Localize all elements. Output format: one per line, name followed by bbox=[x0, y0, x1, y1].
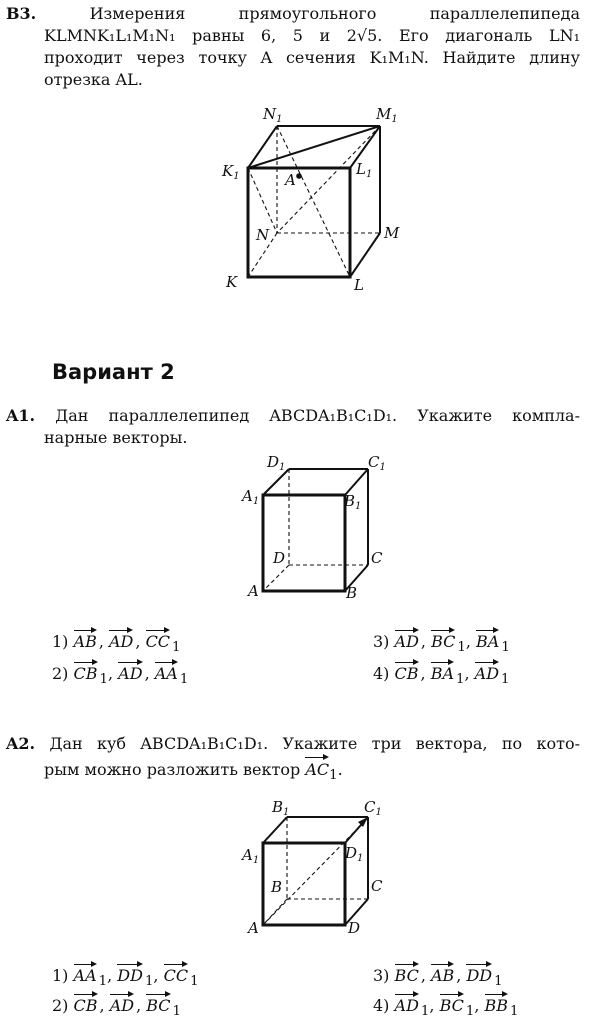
vector: AD bbox=[110, 992, 134, 1015]
a2-option-3[interactable]: 3) BC , AB , DD $_1$ bbox=[373, 962, 503, 989]
variant-heading: Вариант 2 bbox=[52, 360, 175, 384]
a1-label-b: B bbox=[346, 584, 358, 602]
vector: DD bbox=[466, 962, 492, 985]
a2-label-b1: $B_1$ bbox=[272, 798, 290, 818]
a1-number: A1. bbox=[6, 406, 36, 425]
b3-line-1: B3. Измерения прямоугольного параллелепипеда bbox=[6, 4, 580, 23]
a1-option-2[interactable]: 2) CB $_1$, AD , AA $_1$ bbox=[52, 660, 188, 687]
a2-label-b: B bbox=[271, 878, 283, 896]
b3-label-a: A bbox=[285, 171, 296, 189]
vector: DD bbox=[117, 962, 143, 985]
b3-label-m1: $M_1$ bbox=[376, 105, 398, 125]
a1-label-b1: $B_1$ bbox=[344, 492, 362, 512]
vector: AD bbox=[395, 628, 419, 651]
b3-label-m: M bbox=[384, 224, 400, 242]
a2-label-a: A bbox=[248, 919, 259, 937]
vector: AB bbox=[431, 962, 454, 985]
vector: AD bbox=[475, 660, 499, 683]
vector: BC bbox=[395, 962, 419, 985]
b3-line-3: проходит через точку A сечения K₁M₁N. Найдите длину bbox=[44, 48, 580, 67]
vector: AC bbox=[305, 755, 329, 781]
vector: AD bbox=[109, 628, 133, 651]
a2-line-2: рым можно разложить вектор $AC_1$. bbox=[6, 755, 580, 787]
vector: CC bbox=[164, 962, 188, 985]
a1-option-1[interactable]: 1) AB , AD , CC $_1$ bbox=[52, 628, 181, 655]
a1-line-1: A1. Дан параллелепипед ABCDA₁B₁C₁D₁. Укажите компла- bbox=[6, 406, 580, 425]
vector: BC bbox=[146, 992, 170, 1015]
a2-option-1[interactable]: 1) AA $_1$, DD $_1$, CC $_1$ bbox=[52, 962, 199, 989]
a2-label-d: D bbox=[348, 919, 361, 937]
vector: BB bbox=[485, 992, 509, 1015]
a2-number: A2. bbox=[6, 734, 36, 753]
b3-label-n: N bbox=[256, 226, 270, 244]
vector: CB bbox=[74, 992, 98, 1015]
a2-label-d1: $D_1$ bbox=[345, 844, 364, 864]
a2-edge-a1b1 bbox=[263, 817, 287, 843]
b3-line-2: KLMNK₁L₁M₁N₁ равны 6, 5 и 2√5. Его диагональ LN₁ bbox=[44, 26, 580, 45]
vector: CC bbox=[146, 628, 170, 651]
b3-label-n1: $N_1$ bbox=[263, 105, 283, 125]
a2-line-1: A2. Дан куб ABCDA₁B₁C₁D₁. Укажите три вектора, по кото- bbox=[6, 734, 580, 753]
a2-option-2[interactable]: 2) CB , AD , BC $_1$ bbox=[52, 992, 181, 1019]
vector: CB bbox=[74, 660, 98, 683]
a1-label-d: D bbox=[273, 549, 286, 567]
a1-option-3[interactable]: 3) AD , BC $_1$, BA $_1$ bbox=[373, 628, 510, 655]
vector: AA bbox=[155, 660, 178, 683]
vector: BC bbox=[440, 992, 464, 1015]
a1-line-2: нарные векторы. bbox=[44, 428, 188, 447]
a2-option-4[interactable]: 4) AD $_1$, BC $_1$, BB $_1$ bbox=[373, 992, 519, 1019]
b3-label-l: L bbox=[354, 276, 364, 294]
a1-label-c1: $C_1$ bbox=[368, 453, 386, 473]
vector: CB bbox=[395, 660, 419, 683]
a2-label-a1: $A_1$ bbox=[242, 846, 260, 866]
vector: AA bbox=[74, 962, 97, 985]
vector: AD bbox=[118, 660, 142, 683]
vector: AD bbox=[395, 992, 419, 1015]
a2-label-c: C bbox=[371, 877, 383, 895]
vector: BA bbox=[431, 660, 454, 683]
a2-label-c1: $C_1$ bbox=[364, 798, 382, 818]
a1-label-a: A bbox=[248, 582, 259, 600]
b3-label-l1: $L_1$ bbox=[356, 160, 373, 180]
vector: BC bbox=[431, 628, 455, 651]
b3-label-k1: $K_1$ bbox=[222, 162, 240, 182]
vector: AB bbox=[74, 628, 97, 651]
b3-number: B3. bbox=[6, 4, 37, 23]
a1-label-a1: $A_1$ bbox=[242, 487, 260, 507]
a1-option-4[interactable]: 4) CB , BA $_1$, AD $_1$ bbox=[373, 660, 510, 687]
a1-label-c: C bbox=[371, 549, 383, 567]
vector: BA bbox=[476, 628, 499, 651]
b3-line-4: отрезка AL. bbox=[44, 70, 143, 89]
a1-label-d1: $D_1$ bbox=[267, 453, 286, 473]
b3-label-k: K bbox=[226, 273, 238, 291]
